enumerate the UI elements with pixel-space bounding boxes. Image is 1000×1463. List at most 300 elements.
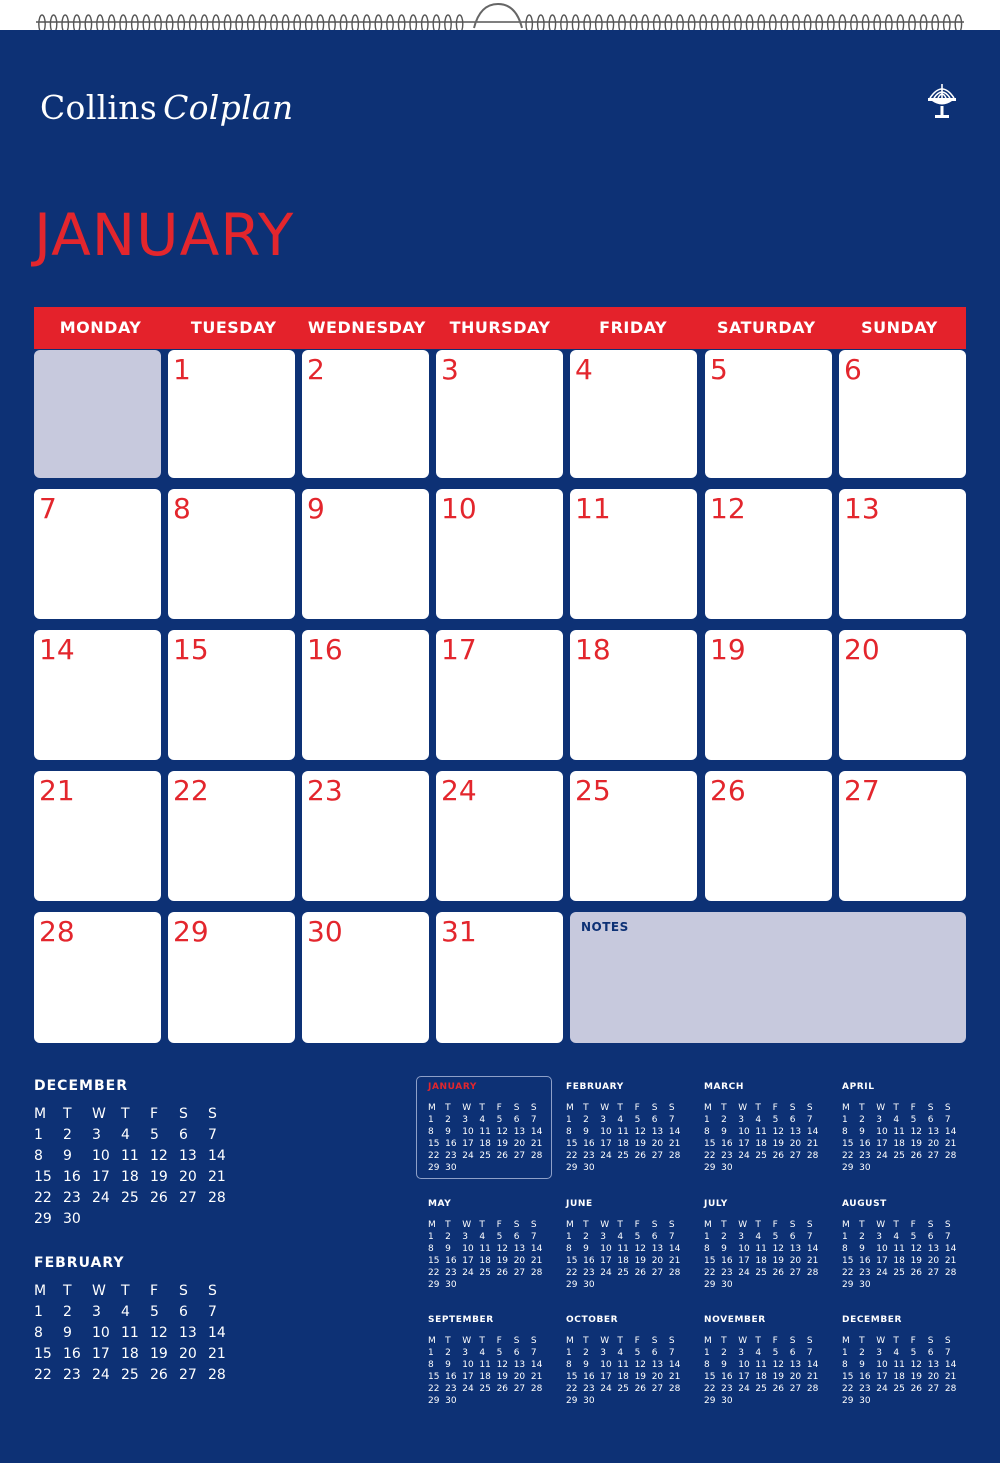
date-number: 29	[428, 1396, 440, 1406]
year-mini-calendar	[842, 1315, 962, 1407]
date-number: 10	[600, 1360, 612, 1370]
year-mini-calendar	[566, 1199, 686, 1291]
side-calendar	[34, 1078, 237, 1232]
date-number: 20	[927, 1256, 940, 1266]
date-number: 17	[92, 1346, 110, 1362]
date-number: 27	[513, 1151, 526, 1161]
date-number: 3	[600, 1348, 607, 1358]
date-number: 14	[944, 1244, 957, 1254]
date-number: 13	[789, 1360, 802, 1370]
weekday-initial: T	[893, 1336, 899, 1346]
date-number: 20	[513, 1139, 526, 1149]
weekday-initial: F	[910, 1220, 916, 1230]
date-number: 10	[462, 1244, 474, 1254]
mini-calendar-table	[704, 1102, 824, 1174]
date-number: 20	[927, 1372, 940, 1382]
day-cell[interactable]	[570, 350, 697, 478]
day-number: 8	[173, 492, 191, 525]
date-number: 10	[876, 1244, 888, 1254]
date-number: 23	[583, 1384, 595, 1394]
date-number: 25	[755, 1268, 767, 1278]
date-number: 2	[859, 1232, 865, 1242]
date-number: 8	[704, 1127, 710, 1137]
date-number: 25	[617, 1384, 629, 1394]
date-number: 28	[944, 1268, 957, 1278]
date-number: 18	[617, 1256, 629, 1266]
date-number: 24	[600, 1268, 612, 1278]
side-calendar-title: FEBRUARY	[34, 1255, 125, 1271]
date-number: 2	[63, 1127, 72, 1143]
date-number: 23	[859, 1268, 871, 1278]
weekday-initial: T	[445, 1103, 451, 1113]
day-cell[interactable]	[436, 350, 563, 478]
date-number: 2	[721, 1115, 727, 1125]
date-number: 4	[893, 1348, 900, 1358]
date-number: 1	[428, 1115, 434, 1125]
day-number: 29	[173, 915, 209, 948]
day-cell[interactable]	[839, 630, 966, 760]
date-number: 12	[496, 1244, 509, 1254]
date-number: 3	[462, 1348, 469, 1358]
day-cell[interactable]	[436, 630, 563, 760]
weekday-initial: S	[806, 1336, 813, 1346]
date-number: 3	[462, 1115, 469, 1125]
date-number: 2	[859, 1348, 865, 1358]
date-number: 11	[617, 1127, 629, 1137]
weekday-initial: T	[583, 1103, 589, 1113]
date-number: 1	[704, 1232, 710, 1242]
weekday-initial: W	[738, 1220, 748, 1230]
side-calendar	[34, 1255, 237, 1388]
date-number: 6	[179, 1127, 188, 1143]
day-cell[interactable]	[705, 350, 832, 478]
date-number: 24	[738, 1151, 750, 1161]
mini-calendar-title: DECEMBER	[842, 1315, 903, 1325]
weekday-initial: T	[893, 1220, 899, 1230]
date-number: 29	[842, 1280, 854, 1290]
date-number: 1	[34, 1127, 43, 1143]
date-number: 10	[738, 1360, 750, 1370]
day-cell[interactable]	[168, 771, 295, 901]
weekday-initial: W	[600, 1336, 610, 1346]
mini-calendar-title: FEBRUARY	[566, 1082, 624, 1092]
date-number: 3	[92, 1304, 101, 1320]
date-number: 18	[121, 1169, 139, 1185]
date-number: 18	[893, 1256, 905, 1266]
weekday-initial: W	[876, 1220, 886, 1230]
date-number: 6	[789, 1232, 796, 1242]
date-number: 13	[789, 1127, 802, 1137]
weekday-initial: T	[63, 1106, 72, 1122]
date-number: 10	[600, 1127, 612, 1137]
date-number: 13	[927, 1127, 940, 1137]
date-number: 25	[479, 1151, 491, 1161]
date-number: 26	[496, 1268, 509, 1278]
date-number: 14	[208, 1148, 226, 1164]
date-number: 9	[445, 1127, 451, 1137]
date-number: 4	[479, 1115, 486, 1125]
year-mini-calendar	[428, 1199, 548, 1291]
date-number: 18	[893, 1372, 905, 1382]
mini-calendar-title: JANUARY	[428, 1082, 477, 1092]
date-number: 12	[150, 1148, 168, 1164]
weekday-initial: S	[530, 1336, 537, 1346]
date-number: 4	[755, 1348, 762, 1358]
date-number: 14	[530, 1360, 543, 1370]
weekday-wednesday: WEDNESDAY	[307, 318, 426, 337]
date-number: 2	[445, 1115, 451, 1125]
date-number: 5	[634, 1232, 641, 1242]
date-number: 9	[859, 1127, 865, 1137]
date-number: 3	[738, 1348, 745, 1358]
date-number: 20	[651, 1372, 664, 1382]
date-number: 28	[806, 1151, 819, 1161]
day-cell[interactable]	[168, 489, 295, 619]
date-number: 6	[651, 1115, 658, 1125]
date-number: 9	[445, 1360, 451, 1370]
date-number: 13	[789, 1244, 802, 1254]
date-number: 29	[704, 1280, 716, 1290]
day-cell[interactable]	[34, 489, 161, 619]
date-number: 5	[634, 1348, 641, 1358]
date-number: 18	[617, 1372, 629, 1382]
date-number: 8	[566, 1244, 572, 1254]
day-cell[interactable]	[34, 630, 161, 760]
date-number: 18	[755, 1139, 767, 1149]
date-number: 11	[617, 1244, 629, 1254]
weekday-initial: M	[566, 1220, 574, 1230]
date-number: 23	[859, 1151, 871, 1161]
date-number: 4	[893, 1232, 900, 1242]
date-number: 24	[738, 1384, 750, 1394]
weekday-initial: S	[806, 1220, 813, 1230]
date-number: 19	[150, 1169, 168, 1185]
date-number: 28	[208, 1367, 226, 1383]
day-cell[interactable]	[705, 771, 832, 901]
date-number: 9	[583, 1127, 589, 1137]
date-number: 10	[738, 1127, 750, 1137]
date-number: 16	[445, 1256, 457, 1266]
date-number: 26	[772, 1268, 785, 1278]
date-number: 3	[600, 1232, 607, 1242]
date-number: 5	[150, 1127, 159, 1143]
date-number: 10	[462, 1360, 474, 1370]
year-mini-calendar	[704, 1199, 824, 1291]
day-cell[interactable]	[436, 912, 563, 1043]
weekday-initial: T	[617, 1336, 623, 1346]
day-cell-empty[interactable]	[34, 350, 161, 478]
day-number: 10	[441, 492, 477, 525]
date-number: 2	[583, 1115, 589, 1125]
weekday-initial: S	[668, 1336, 675, 1346]
day-number: 17	[441, 633, 477, 666]
date-number: 5	[772, 1115, 779, 1125]
date-number: 19	[496, 1139, 509, 1149]
weekday-initial: S	[927, 1220, 934, 1230]
day-cell[interactable]	[302, 350, 429, 478]
date-number: 22	[704, 1384, 716, 1394]
date-number: 19	[910, 1256, 923, 1266]
weekday-initial: M	[842, 1336, 850, 1346]
date-number: 16	[63, 1346, 81, 1362]
weekday-initial: T	[859, 1220, 865, 1230]
date-number: 16	[721, 1139, 733, 1149]
date-number: 15	[566, 1256, 578, 1266]
date-number: 14	[668, 1360, 681, 1370]
date-number: 9	[583, 1360, 589, 1370]
day-cell[interactable]	[34, 912, 161, 1043]
date-number: 20	[789, 1139, 802, 1149]
weekday-initial: W	[462, 1336, 472, 1346]
date-number: 14	[806, 1244, 819, 1254]
date-number: 22	[34, 1190, 52, 1206]
date-number: 27	[789, 1268, 802, 1278]
date-number: 7	[806, 1115, 813, 1125]
date-number: 6	[651, 1348, 658, 1358]
weekday-initial: F	[910, 1103, 916, 1113]
date-number: 16	[721, 1372, 733, 1382]
date-number: 8	[566, 1127, 572, 1137]
day-cell[interactable]	[168, 912, 295, 1043]
day-cell[interactable]	[839, 489, 966, 619]
date-number: 5	[496, 1115, 503, 1125]
date-number: 22	[428, 1384, 440, 1394]
weekday-initial: W	[92, 1283, 106, 1299]
weekday-initial: S	[789, 1103, 796, 1113]
date-number: 9	[721, 1244, 727, 1254]
date-number: 5	[150, 1304, 159, 1320]
weekday-initial: W	[738, 1336, 748, 1346]
date-number: 19	[772, 1139, 785, 1149]
date-number: 17	[462, 1139, 474, 1149]
date-number: 17	[876, 1256, 888, 1266]
weekday-initial: S	[789, 1336, 796, 1346]
date-number: 29	[566, 1280, 578, 1290]
date-number: 15	[34, 1346, 52, 1362]
date-number: 22	[566, 1268, 578, 1278]
weekday-initial: T	[721, 1103, 727, 1113]
date-number: 29	[704, 1163, 716, 1173]
date-number: 25	[121, 1190, 139, 1206]
date-number: 1	[428, 1348, 434, 1358]
day-cell[interactable]	[839, 350, 966, 478]
weekday-initial: S	[513, 1103, 520, 1113]
day-cell[interactable]	[570, 771, 697, 901]
weekday-initial: T	[121, 1283, 130, 1299]
date-number: 6	[927, 1348, 934, 1358]
date-number: 16	[859, 1139, 871, 1149]
date-number: 16	[445, 1139, 457, 1149]
date-number: 26	[150, 1190, 168, 1206]
date-number: 21	[530, 1372, 543, 1382]
date-number: 22	[704, 1268, 716, 1278]
date-number: 16	[583, 1139, 595, 1149]
date-number: 19	[634, 1139, 647, 1149]
weekday-friday: FRIDAY	[599, 318, 668, 337]
year-mini-calendar	[428, 1082, 548, 1174]
date-number: 7	[530, 1232, 537, 1242]
date-number: 11	[121, 1325, 139, 1341]
date-number: 7	[530, 1115, 537, 1125]
date-number: 19	[496, 1256, 509, 1266]
weekday-initial: T	[755, 1220, 761, 1230]
date-number: 21	[668, 1139, 681, 1149]
date-number: 6	[927, 1115, 934, 1125]
day-cell[interactable]	[34, 771, 161, 901]
date-number: 11	[479, 1244, 491, 1254]
date-number: 28	[530, 1384, 543, 1394]
date-number: 1	[704, 1115, 710, 1125]
date-number: 24	[462, 1268, 474, 1278]
day-cell[interactable]	[168, 630, 295, 760]
date-number: 20	[179, 1346, 197, 1362]
date-number: 22	[842, 1268, 854, 1278]
mini-calendar-table	[428, 1102, 548, 1174]
date-number: 28	[668, 1268, 681, 1278]
date-number: 11	[121, 1148, 139, 1164]
date-number: 12	[772, 1127, 785, 1137]
year-mini-calendar	[704, 1082, 824, 1174]
day-cell[interactable]	[302, 630, 429, 760]
day-cell[interactable]	[302, 771, 429, 901]
date-number: 25	[479, 1384, 491, 1394]
date-number: 29	[34, 1211, 52, 1227]
date-number: 15	[428, 1372, 440, 1382]
date-number: 24	[876, 1151, 888, 1161]
date-number: 27	[651, 1151, 664, 1161]
date-number: 30	[859, 1280, 871, 1290]
mini-calendar-title: MARCH	[704, 1082, 744, 1092]
date-number: 23	[721, 1268, 733, 1278]
date-number: 4	[755, 1115, 762, 1125]
weekday-initial: T	[445, 1336, 451, 1346]
date-number: 19	[634, 1256, 647, 1266]
weekday-initial: F	[772, 1220, 778, 1230]
date-number: 7	[944, 1348, 951, 1358]
date-number: 25	[755, 1384, 767, 1394]
date-number: 4	[755, 1232, 762, 1242]
date-number: 28	[668, 1151, 681, 1161]
date-number: 27	[789, 1151, 802, 1161]
day-number: 24	[441, 774, 477, 807]
day-cell[interactable]	[570, 630, 697, 760]
date-number: 11	[755, 1244, 767, 1254]
date-number: 13	[927, 1360, 940, 1370]
date-number: 7	[806, 1348, 813, 1358]
date-number: 11	[479, 1360, 491, 1370]
date-number: 2	[859, 1115, 865, 1125]
date-number: 8	[842, 1244, 848, 1254]
date-number: 1	[34, 1304, 43, 1320]
date-number: 12	[150, 1325, 168, 1341]
date-number: 5	[910, 1348, 917, 1358]
date-number: 21	[208, 1346, 226, 1362]
weekday-initial: M	[704, 1336, 712, 1346]
date-number: 20	[513, 1256, 526, 1266]
date-number: 1	[428, 1232, 434, 1242]
day-cell[interactable]	[436, 771, 563, 901]
date-number: 14	[208, 1325, 226, 1341]
notes-panel[interactable]	[570, 912, 966, 1043]
date-number: 11	[479, 1127, 491, 1137]
date-number: 2	[721, 1348, 727, 1358]
day-number: 2	[307, 353, 325, 386]
day-cell[interactable]	[570, 489, 697, 619]
date-number: 4	[121, 1304, 130, 1320]
date-number: 30	[445, 1396, 457, 1406]
year-mini-calendar	[842, 1199, 962, 1291]
brand-name: Collins	[40, 88, 158, 127]
day-cell[interactable]	[168, 350, 295, 478]
weekday-initial: S	[651, 1103, 658, 1113]
date-number: 27	[927, 1268, 940, 1278]
date-number: 14	[944, 1127, 957, 1137]
weekday-initial: T	[479, 1336, 485, 1346]
date-number: 1	[842, 1115, 848, 1125]
weekday-initial: M	[566, 1103, 574, 1113]
date-number: 15	[842, 1139, 854, 1149]
date-number: 11	[893, 1244, 905, 1254]
date-number: 23	[721, 1384, 733, 1394]
date-number: 22	[704, 1151, 716, 1161]
date-number: 21	[806, 1139, 819, 1149]
date-number: 15	[428, 1139, 440, 1149]
day-cell[interactable]	[302, 912, 429, 1043]
date-number: 21	[668, 1372, 681, 1382]
date-number: 30	[859, 1396, 871, 1406]
mini-calendar-table	[428, 1219, 548, 1291]
date-number: 17	[738, 1372, 750, 1382]
date-number: 5	[910, 1115, 917, 1125]
date-number: 21	[944, 1139, 957, 1149]
day-cell[interactable]	[436, 489, 563, 619]
date-number: 8	[842, 1360, 848, 1370]
day-number: 1	[173, 353, 191, 386]
date-number: 6	[789, 1115, 796, 1125]
date-number: 29	[428, 1280, 440, 1290]
weekday-tuesday: TUESDAY	[190, 318, 277, 337]
date-number: 19	[634, 1372, 647, 1382]
year-mini-calendar	[842, 1082, 962, 1174]
date-number: 17	[92, 1169, 110, 1185]
day-cell[interactable]	[302, 489, 429, 619]
date-number: 30	[583, 1280, 595, 1290]
weekday-initial: M	[428, 1220, 436, 1230]
weekday-initial: T	[859, 1103, 865, 1113]
date-number: 2	[63, 1304, 72, 1320]
weekday-initial: M	[842, 1220, 850, 1230]
mini-calendar-title: MAY	[428, 1199, 452, 1209]
year-mini-calendar	[566, 1082, 686, 1174]
date-number: 1	[842, 1232, 848, 1242]
mini-calendar-table	[704, 1219, 824, 1291]
weekday-initial: S	[530, 1220, 537, 1230]
weekday-initial: F	[772, 1336, 778, 1346]
day-cell[interactable]	[839, 771, 966, 901]
date-number: 13	[651, 1360, 664, 1370]
date-number: 2	[583, 1232, 589, 1242]
date-number: 7	[208, 1127, 217, 1143]
date-number: 21	[806, 1372, 819, 1382]
date-number: 5	[496, 1348, 503, 1358]
date-number: 23	[583, 1151, 595, 1161]
date-number: 7	[944, 1232, 951, 1242]
day-cell[interactable]	[705, 630, 832, 760]
date-number: 22	[842, 1384, 854, 1394]
day-cell[interactable]	[705, 489, 832, 619]
date-number: 26	[910, 1151, 923, 1161]
year-mini-calendar	[566, 1315, 686, 1407]
